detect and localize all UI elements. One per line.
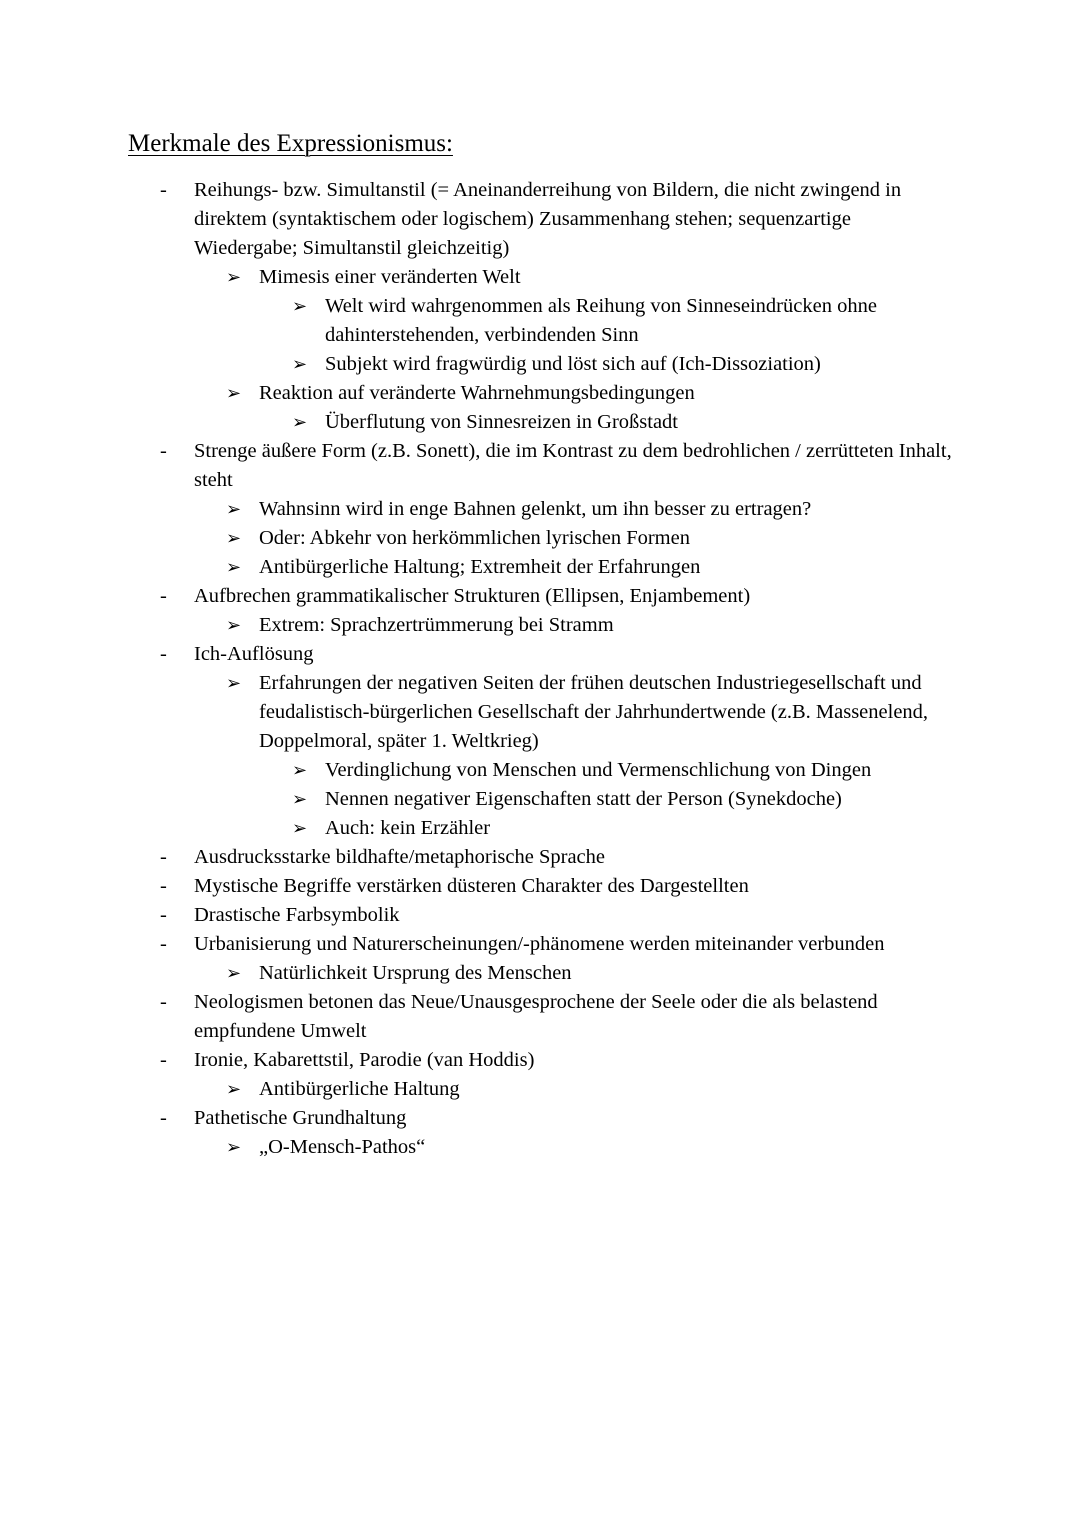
- list-item: [0, 553, 1080, 582]
- list-item-text: Subjekt wird fragwürdig und löst sich auf (Ich-Dissoziation): [325, 353, 821, 375]
- list-item-text: Erfahrungen der negativen Seiten der frühen deutschen Industriegesellschaft und feudalistisch-bürgerlichen Gesellschaft der Jahrhundertwende (z.B. Massenelend, Doppelmoral, später 1. Weltkrieg): [259, 672, 929, 752]
- list-item: [0, 582, 1080, 611]
- arrow-bullet-icon: ➢: [226, 528, 242, 549]
- list-item: [0, 1133, 1080, 1162]
- list-item: [0, 872, 1080, 901]
- list-item-text: Ich-Auflösung: [194, 643, 314, 665]
- arrow-bullet-icon: ➢: [292, 789, 308, 810]
- list-item: [0, 611, 1080, 640]
- bullet-list: [0, 176, 1080, 1162]
- list-item: [0, 292, 1080, 350]
- arrow-bullet-icon: ➢: [226, 383, 242, 404]
- arrow-bullet-icon: ➢: [292, 760, 308, 781]
- list-item: [0, 930, 1080, 959]
- list-item: [0, 1075, 1080, 1104]
- list-item-text: Oder: Abkehr von herkömmlichen lyrischen Formen: [259, 527, 690, 549]
- list-item-text: Antibürgerliche Haltung; Extremheit der Erfahrungen: [259, 556, 701, 578]
- list-item: [0, 1046, 1080, 1075]
- arrow-bullet-icon: ➢: [226, 557, 242, 578]
- dash-bullet-icon: -: [160, 1107, 167, 1129]
- dash-bullet-icon: -: [160, 846, 167, 868]
- list-item: [0, 814, 1080, 843]
- arrow-bullet-icon: ➢: [226, 963, 242, 984]
- arrow-bullet-icon: ➢: [292, 296, 308, 317]
- list-item-text: Reihungs- bzw. Simultanstil (= Aneinanderreihung von Bildern, die nicht zwingend in direktem (syntaktischem oder logischem) Zusammenhang stehen; sequenzartige Wiedergabe; Simultanstil gleichzeitig): [194, 179, 902, 259]
- list-item: [0, 988, 1080, 1046]
- dash-bullet-icon: -: [160, 875, 167, 897]
- list-item: [0, 176, 1080, 263]
- list-item: [0, 350, 1080, 379]
- list-item-text: Verdinglichung von Menschen und Vermenschlichung von Dingen: [325, 759, 872, 781]
- arrow-bullet-icon: ➢: [226, 1137, 242, 1158]
- list-item: [0, 524, 1080, 553]
- dash-bullet-icon: -: [160, 933, 167, 955]
- dash-bullet-icon: -: [160, 1049, 167, 1071]
- list-item: [0, 640, 1080, 669]
- arrow-bullet-icon: ➢: [226, 499, 242, 520]
- list-item: [0, 843, 1080, 872]
- list-item-text: Überflutung von Sinnesreizen in Großstadt: [325, 411, 678, 433]
- dash-bullet-icon: -: [160, 179, 167, 201]
- arrow-bullet-icon: ➢: [292, 818, 308, 839]
- list-item: [0, 901, 1080, 930]
- list-item-text: „O-Mensch-Pathos“: [259, 1136, 426, 1158]
- list-item-text: Wahnsinn wird in enge Bahnen gelenkt, um ihn besser zu ertragen?: [259, 498, 812, 520]
- dash-bullet-icon: -: [160, 643, 167, 665]
- list-item-text: Natürlichkeit Ursprung des Menschen: [259, 962, 572, 984]
- arrow-bullet-icon: ➢: [226, 267, 242, 288]
- list-item-text: Reaktion auf veränderte Wahrnehmungsbedingungen: [259, 382, 695, 404]
- list-item: [0, 263, 1080, 292]
- list-item-text: Urbanisierung und Naturerscheinungen/-phänomene werden miteinander verbunden: [194, 933, 885, 955]
- list-item-text: Ausdrucksstarke bildhafte/metaphorische Sprache: [194, 846, 606, 868]
- list-item-text: Aufbrechen grammatikalischer Strukturen (Ellipsen, Enjambement): [194, 585, 751, 607]
- dash-bullet-icon: -: [160, 585, 167, 607]
- list-item-text: Mimesis einer veränderten Welt: [259, 266, 521, 288]
- list-item: [0, 785, 1080, 814]
- list-item-text: Neologismen betonen das Neue/Unausgesprochene der Seele oder die als belastend empfundene Umwelt: [194, 991, 878, 1042]
- list-item-text: Mystische Begriffe verstärken düsteren Charakter des Dargestellten: [194, 875, 749, 897]
- dash-bullet-icon: -: [160, 991, 167, 1013]
- page-title: Merkmale des Expressionismus:: [128, 130, 453, 157]
- list-item-text: Drastische Farbsymbolik: [194, 904, 400, 926]
- list-item-text: Pathetische Grundhaltung: [194, 1107, 407, 1129]
- list-item-text: Strenge äußere Form (z.B. Sonett), die im Kontrast zu dem bedrohlichen / zerrütteten Inhalt, steht: [194, 440, 952, 491]
- list-item-text: Nennen negativer Eigenschaften statt der Person (Synekdoche): [325, 788, 842, 810]
- list-item: [0, 379, 1080, 408]
- arrow-bullet-icon: ➢: [226, 1079, 242, 1100]
- arrow-bullet-icon: ➢: [292, 412, 308, 433]
- dash-bullet-icon: -: [160, 904, 167, 926]
- list-item-text: Antibürgerliche Haltung: [259, 1078, 460, 1100]
- list-item-text: Ironie, Kabarettstil, Parodie (van Hoddis): [194, 1049, 535, 1071]
- arrow-bullet-icon: ➢: [226, 673, 242, 694]
- list-item: [0, 408, 1080, 437]
- arrow-bullet-icon: ➢: [292, 354, 308, 375]
- list-item: [0, 495, 1080, 524]
- dash-bullet-icon: -: [160, 440, 167, 462]
- list-item: [0, 756, 1080, 785]
- list-item: [0, 1104, 1080, 1133]
- list-item-text: Extrem: Sprachzertrümmerung bei Stramm: [259, 614, 614, 636]
- list-item: [0, 959, 1080, 988]
- list-item-text: Auch: kein Erzähler: [325, 817, 491, 839]
- list-item: [0, 669, 1080, 756]
- list-item-text: Welt wird wahrgenommen als Reihung von Sinneseindrücken ohne dahinterstehenden, verbindenden Sinn: [325, 295, 877, 346]
- arrow-bullet-icon: ➢: [226, 615, 242, 636]
- list-item: [0, 437, 1080, 495]
